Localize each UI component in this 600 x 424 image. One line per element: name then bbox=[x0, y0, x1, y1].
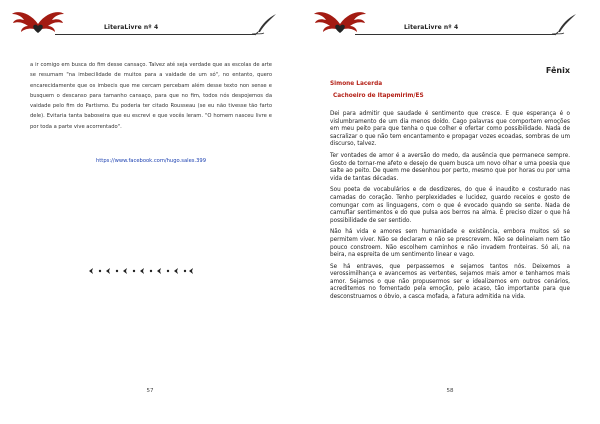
right-page bbox=[300, 0, 600, 424]
header-rule bbox=[355, 34, 555, 35]
quill-pen-icon bbox=[250, 12, 278, 36]
author-name: Simone Lacerda bbox=[330, 81, 383, 87]
article-body bbox=[330, 111, 570, 306]
page-number: 57 bbox=[146, 388, 154, 394]
magazine-header: LiteraLivre nº 4 bbox=[404, 24, 459, 31]
body-paragraph: Ter vontades de amor é a aversão do medo, da ausência que permanece sempre. Gosto de tornar-me afeto e desejo de quem busca um novo olhar e uma poesia que salte ao peito. De quem me desenhou por perto, mesmo que por horas ou por uma vida de tantas décadas. bbox=[330, 152, 570, 182]
winged-heart-logo-icon bbox=[312, 6, 368, 36]
header-rule bbox=[55, 34, 255, 35]
body-paragraph: Se há entraves, que perpassemos e sejamos tantos nós. Deixemos a verossimilhança e avancemos as vertentes, sejamos mais amor e tenhamos mais amor. Sejamos o que não propusermos ser e idealizemos em outros cenários, acreditemos no fomentado pela emoção, pelo acaso, tão importante para que desconstruamos o óbvio, a casca mofada, a fatura admitida na vida. bbox=[330, 263, 570, 301]
winged-heart-logo-icon bbox=[10, 6, 66, 36]
facebook-link[interactable]: https://www.facebook.com/hugo.sales.399 bbox=[95, 158, 207, 164]
article-paragraph: a ir comigo em busca do fim desse cansaço. Talvez até seja verdade que as escolas de arte se resumam "na imbecilidade de muitos para a vaidade de um só", no entanto, quero encarecidamente que os imbecis que me cercam percebam além desse texto non sense e busquem o descanso para tamanho cansaço, para que no fim, todos nós despojemos da vaidade pelo fim do Partismo. Eu poderia ter citado Rousseau (se eu não tivesse tão farto dele). Evitaria tanta baboseira que eu escrevi e que vocês leram. "O homem nasceu livre e por toda a parte vive acorrentado". bbox=[30, 62, 272, 130]
article-ending-text bbox=[30, 60, 272, 132]
body-paragraph: Não há vida e amores sem humanidade e existência, embora muitos só se permitem viver. Não se declaram e não se prescrevem. Não se delineiam nem tão pouco constroem. Não escolhem caminhos e não invadem fronteiras. Só ali, na beira, na espreita de um sentimento linear e vago. bbox=[330, 229, 570, 259]
article-title: Fênix bbox=[545, 66, 570, 75]
page-number: 58 bbox=[446, 388, 454, 394]
body-paragraph: Dei para admitir que saudade é sentimento que cresce. E que esperança é o vislumbramento de um dia menos doído. Cago palavras que comportem emoções em meu peito para que tenha o que colher e ofertar como possibilidade. Nada de sacralizar o que não tem encantamento e propagar vozes ecoadas, sombras de um discurso, talvez. bbox=[330, 111, 570, 148]
body-paragraph: Sou poeta de vocabulários e de desdizeres, do que é inaudito e costurado nas camadas do coração. Tenho perplexidades e lucidez, guardo receios e gosto de comungar com as linguagens, com o que é evocado quando se sente. Nada de camuflar sentimentos e do que pulsa aos berros na alma. É preciso dizer o que há possibilidade de ser sentido. bbox=[330, 187, 570, 224]
ornamental-divider-icon bbox=[87, 266, 195, 276]
magazine-header: LiteraLivre nº 4 bbox=[104, 24, 159, 31]
author-location: Cachoeiro de Itapemirim/ES bbox=[333, 93, 424, 99]
quill-pen-icon bbox=[550, 12, 578, 36]
